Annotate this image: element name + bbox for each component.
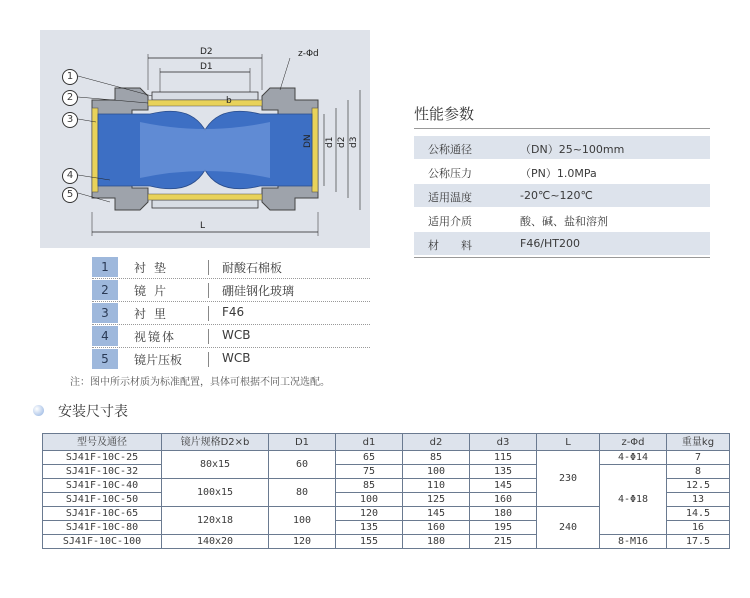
- callout-2: 2: [62, 90, 78, 106]
- table-row: [43, 451, 730, 465]
- dim-D1: D1: [200, 62, 213, 72]
- perf-row: [414, 208, 710, 231]
- perf-value: （PN）1.0MPa: [520, 167, 597, 180]
- perf-row: [414, 184, 710, 207]
- table-row: [43, 535, 730, 549]
- dim-d2: d2: [337, 136, 347, 148]
- col-header: d1: [336, 434, 403, 451]
- table-row: [43, 465, 730, 479]
- dimension-table-title: 安装尺寸表: [58, 404, 128, 420]
- part-number: 3: [92, 303, 118, 323]
- part-material: F46: [222, 305, 245, 319]
- col-header: 重量kg: [667, 434, 730, 451]
- part-name: 视镜体: [134, 330, 177, 344]
- dim-b: b: [226, 96, 232, 106]
- d1-cell: 65: [336, 451, 403, 465]
- model-cell: SJ41F-10C-100: [43, 535, 162, 549]
- part-number: 4: [92, 326, 118, 346]
- bolt-cell: 8-M16: [600, 535, 667, 549]
- liner-left: [92, 108, 98, 192]
- dim-d1: d1: [325, 136, 335, 148]
- col-header: d2: [403, 434, 470, 451]
- part-row: [92, 280, 368, 302]
- perf-value: F46/HT200: [520, 237, 581, 250]
- dim-zphid: z-Φd: [298, 49, 319, 59]
- part-name: 镜片压板: [134, 353, 183, 367]
- part-name: 镜片: [134, 284, 175, 298]
- perf-value: （DN）25~100mm: [520, 143, 625, 156]
- D1-cell: 80: [269, 479, 336, 507]
- d1-cell: 100: [336, 493, 403, 507]
- part-name: 衬垫: [134, 261, 175, 275]
- part-name: 衬里: [134, 307, 175, 321]
- callout-4: 4: [62, 168, 78, 184]
- perf-value: -20℃~120℃: [520, 189, 593, 202]
- dim-d3: d3: [349, 136, 359, 148]
- d3-cell: 135: [470, 465, 537, 479]
- model-cell: SJ41F-10C-50: [43, 493, 162, 507]
- part-row: [92, 303, 368, 325]
- dimension-table: [42, 433, 730, 549]
- part-row: [92, 257, 368, 279]
- col-header: d3: [470, 434, 537, 451]
- callout-1: 1: [62, 69, 78, 85]
- perf-row: [414, 160, 710, 183]
- col-header: 镜片规格D2×b: [162, 434, 269, 451]
- model-cell: SJ41F-10C-65: [43, 507, 162, 521]
- d2-cell: 160: [403, 521, 470, 535]
- perf-row: [414, 136, 710, 159]
- d3-cell: 215: [470, 535, 537, 549]
- L-cell: 240: [537, 507, 600, 549]
- cross-section-svg: [40, 30, 370, 248]
- callout-5: 5: [62, 187, 78, 203]
- bolt-cell: 4-Φ18: [600, 465, 667, 535]
- col-header: 型号及通径: [43, 434, 162, 451]
- col-header: L: [537, 434, 600, 451]
- d3-cell: 115: [470, 451, 537, 465]
- callout-3: 3: [62, 112, 78, 128]
- weight-cell: 14.5: [667, 507, 730, 521]
- glass-cell: 80x15: [162, 451, 269, 479]
- perf-label: 公称通径: [428, 143, 472, 156]
- d2-cell: 125: [403, 493, 470, 507]
- table-header-row: [43, 434, 730, 451]
- d1-cell: 75: [336, 465, 403, 479]
- D1-cell: 100: [269, 507, 336, 535]
- glass-top: [152, 92, 258, 100]
- model-cell: SJ41F-10C-25: [43, 451, 162, 465]
- sight-glass-drawing: [40, 30, 370, 248]
- section-bullet-icon: [33, 405, 44, 416]
- d3-cell: 180: [470, 507, 537, 521]
- part-row: [92, 326, 368, 348]
- d1-cell: 85: [336, 479, 403, 493]
- part-material: 耐酸石棉板: [222, 261, 283, 275]
- dim-DN: DN: [303, 134, 313, 148]
- weight-cell: 16: [667, 521, 730, 535]
- L-cell: 230: [537, 451, 600, 507]
- perf-label: 适用介质: [428, 215, 472, 228]
- perf-value: 酸、碱、盐和溶剂: [520, 215, 608, 228]
- model-cell: SJ41F-10C-40: [43, 479, 162, 493]
- col-header: z-Φd: [600, 434, 667, 451]
- weight-cell: 7: [667, 451, 730, 465]
- d3-cell: 160: [470, 493, 537, 507]
- part-number: 1: [92, 257, 118, 277]
- d2-cell: 100: [403, 465, 470, 479]
- d2-cell: 145: [403, 507, 470, 521]
- material-note: 注：图中所示材质为标准配置，具体可根据不同工况选配。: [70, 377, 330, 388]
- model-cell: SJ41F-10C-80: [43, 521, 162, 535]
- d3-cell: 195: [470, 521, 537, 535]
- part-number: 5: [92, 349, 118, 369]
- performance-title: 性能参数: [414, 105, 475, 123]
- perf-label: 适用温度: [428, 191, 472, 204]
- glass-cell: 120x18: [162, 507, 269, 535]
- dim-L: L: [200, 221, 206, 231]
- weight-cell: 8: [667, 465, 730, 479]
- glass-bottom: [152, 200, 258, 208]
- part-material: WCB: [222, 328, 251, 342]
- D1-cell: 120: [269, 535, 336, 549]
- perf-row: [414, 232, 710, 255]
- perf-label: 材 料: [428, 239, 472, 252]
- D1-cell: 60: [269, 451, 336, 479]
- bolt-cell: 4-Φ14: [600, 451, 667, 465]
- part-number: 2: [92, 280, 118, 300]
- d1-cell: 120: [336, 507, 403, 521]
- glass-cell: 100x15: [162, 479, 269, 507]
- part-material: 硼硅钢化玻璃: [222, 284, 295, 298]
- weight-cell: 13: [667, 493, 730, 507]
- d1-cell: 135: [336, 521, 403, 535]
- perf-label: 公称压力: [428, 167, 472, 180]
- glass-cell: 140x20: [162, 535, 269, 549]
- d3-cell: 145: [470, 479, 537, 493]
- part-row: [92, 349, 368, 371]
- weight-cell: 12.5: [667, 479, 730, 493]
- part-material: WCB: [222, 351, 251, 365]
- liner-right: [312, 108, 318, 192]
- weight-cell: 17.5: [667, 535, 730, 549]
- col-header: D1: [269, 434, 336, 451]
- dim-D2: D2: [200, 47, 213, 57]
- d2-cell: 85: [403, 451, 470, 465]
- d1-cell: 155: [336, 535, 403, 549]
- model-cell: SJ41F-10C-32: [43, 465, 162, 479]
- d2-cell: 110: [403, 479, 470, 493]
- d2-cell: 180: [403, 535, 470, 549]
